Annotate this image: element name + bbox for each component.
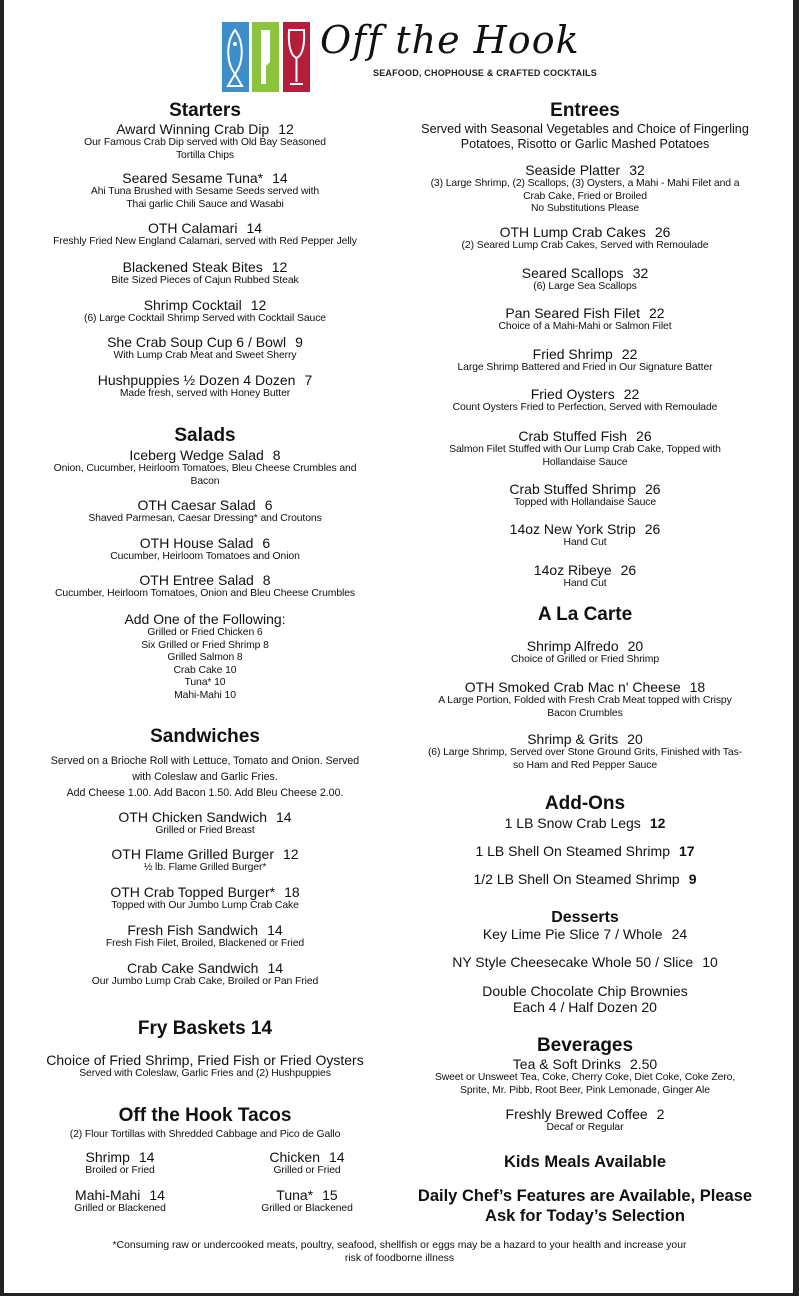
item-name: Tuna* xyxy=(276,1187,314,1203)
item-name-line xyxy=(0,297,415,313)
item-description: Grilled or Fried xyxy=(273,1165,341,1176)
item-name: 1/2 LB Shell On Steamed Shrimp xyxy=(473,871,680,887)
item-description: Grilled or Blackened xyxy=(74,1203,166,1214)
item-name: Seaside Platter xyxy=(525,162,621,178)
menu-item-1-lb-shell-on-steamed-shrimp xyxy=(375,843,795,859)
item-name-line xyxy=(375,954,795,970)
section-intro-line: Add Cheese 1.00. Add Bacon 1.50. Add Bleu Cheese 2.00. xyxy=(66,787,344,799)
item-price: 22 xyxy=(623,386,640,402)
item-description: (3) Large Shrimp, (2) Scallops, (3) Oysters, a Mahi - Mahi Filet and a xyxy=(430,178,740,189)
item-description: (6) Large Cocktail Shrimp Served with Cocktail Sauce xyxy=(84,313,326,324)
section-intro xyxy=(0,1129,415,1142)
item-name-line xyxy=(0,611,415,627)
item-name: Award Winning Crab Dip xyxy=(116,121,270,137)
item-name: Shrimp & Grits xyxy=(527,731,619,747)
menu-item-shrimp-grits xyxy=(375,731,795,772)
item-description: No Substitutions Please xyxy=(530,203,640,215)
item-price: 14 xyxy=(329,1149,345,1165)
item-description: Sprite, Mr. Pibb, Root Beer, Pink Lemonade, Ginger Ale xyxy=(460,1084,710,1096)
item-name-line xyxy=(375,346,795,362)
item-name-line xyxy=(0,220,415,236)
item-name: Add One of the Following: xyxy=(124,611,286,627)
menu-item-oth-caesar-salad xyxy=(0,497,415,526)
item-price: 9 xyxy=(295,334,303,350)
item-name: OTH Entree Salad xyxy=(139,572,254,588)
menu-item-fried-shrimp xyxy=(375,346,795,375)
item-price: 22 xyxy=(649,305,665,321)
item-price: 20 xyxy=(627,731,643,747)
menu-item-tea-soft-drinks xyxy=(375,1056,795,1097)
item-price: 12 xyxy=(271,259,288,275)
item-price: 2 xyxy=(656,1106,665,1122)
menu-item-crab-cake-sandwich xyxy=(0,960,415,989)
item-name-line xyxy=(375,224,795,240)
item-description: Hollandaise Sauce xyxy=(542,456,628,468)
item-name-line xyxy=(375,871,795,887)
item-name-line xyxy=(375,815,795,831)
menu-item-oth-smoked-crab-mac-n-cheese xyxy=(375,679,795,720)
item-description: Our Jumbo Lump Crab Cake, Broiled or Pan Fried xyxy=(91,976,319,987)
item-price: 32 xyxy=(629,162,645,178)
menu-item-14oz-new-york-strip xyxy=(375,521,795,550)
daily-features-notice xyxy=(375,1186,795,1226)
item-description: (6) Large Shrimp, Served over Stone Ground Grits, Finished with Tas- xyxy=(427,747,743,758)
item-name: Fried Shrimp xyxy=(532,346,613,362)
item-name: Hushpuppies ½ Dozen 4 Dozen xyxy=(97,372,296,388)
item-price: 14 xyxy=(149,1187,165,1203)
item-name-line xyxy=(375,1056,795,1072)
menu-item-crab-stuffed-shrimp xyxy=(375,481,795,510)
item-description: Grilled Salmon 8 xyxy=(167,652,243,664)
item-price: 26 xyxy=(645,481,661,497)
menu-item-fried-oysters xyxy=(375,386,795,415)
section-heading-off-the-hook-tacos: Off the Hook Tacos xyxy=(118,1105,292,1126)
item-price: 24 xyxy=(671,926,688,942)
item-name: Iceberg Wedge Salad xyxy=(129,447,264,463)
menu-item-1-2-lb-shell-on-steamed-shrimp xyxy=(375,871,795,887)
item-description: Cucumber, Heirloom Tomatoes and Onion xyxy=(110,551,300,562)
item-price: 12 xyxy=(278,121,294,137)
menu-item-oth-crab-topped-burger xyxy=(0,884,415,913)
item-description: Large Shrimp Battered and Fried in Our Signature Batter xyxy=(457,362,713,373)
item-description: Mahi-Mahi 10 xyxy=(174,689,236,701)
item-price: 7 xyxy=(304,372,313,388)
item-name-line xyxy=(375,983,795,999)
item-price: 26 xyxy=(620,562,637,578)
item-description: Hand Cut xyxy=(563,537,607,548)
item-description: Onion, Cucumber, Heirloom Tomatoes, Bleu Cheese Crumbles and xyxy=(53,463,357,474)
item-description: Grilled or Blackened xyxy=(261,1203,353,1214)
menu-item-she-crab-soup-cup-6-bowl xyxy=(0,334,415,363)
item-name: Crab Stuffed Fish xyxy=(518,428,628,444)
item-description: Bite Sized Pieces of Cajun Rubbed Steak xyxy=(111,275,299,286)
section-heading-fry-baskets-14: Fry Baskets 14 xyxy=(137,1018,273,1039)
item-price: 12 xyxy=(283,846,299,862)
item-price: 10 xyxy=(702,954,718,970)
item-description: Freshly Fried New England Calamari, served with Red Pepper Jelly xyxy=(53,236,357,247)
section-heading-beverages: Beverages xyxy=(536,1035,634,1056)
item-description: Topped with Hollandaise Sauce xyxy=(513,497,657,508)
menu-item-oth-house-salad xyxy=(0,535,415,564)
item-name-line xyxy=(0,1052,415,1068)
menu-item-shrimp-alfredo xyxy=(375,638,795,667)
item-name: 14oz Ribeye xyxy=(533,562,612,578)
item-description: Fresh Fish Filet, Broiled, Blackened or Fried xyxy=(105,938,305,949)
item-price: 14 xyxy=(272,170,288,186)
item-name: 1 LB Shell On Steamed Shrimp xyxy=(475,843,670,859)
item-price: 8 xyxy=(262,572,271,588)
section-heading-desserts: Desserts xyxy=(551,909,619,926)
item-name-line xyxy=(0,884,415,900)
item-name: 1 LB Snow Crab Legs xyxy=(504,815,641,831)
knife-icon xyxy=(252,22,279,92)
item-name: Pan Seared Fish Filet xyxy=(505,305,641,321)
item-name-line xyxy=(0,960,415,976)
item-price: 26 xyxy=(654,224,671,240)
item-description: Served with Coleslaw, Garlic Fries and (2) Hushpuppies xyxy=(79,1068,331,1079)
menu-item-fresh-fish-sandwich xyxy=(0,922,415,951)
item-name: Freshly Brewed Coffee xyxy=(505,1106,648,1122)
item-description: Bacon Crumbles xyxy=(547,707,623,719)
item-name-line xyxy=(0,809,415,825)
menu-item-iceberg-wedge-salad xyxy=(0,447,415,488)
disclaimer-line: risk of foodborne illness xyxy=(344,1252,455,1264)
item-name-line xyxy=(375,428,795,444)
item-price: 6 xyxy=(262,535,271,551)
item-name: Shrimp Alfredo xyxy=(526,638,619,654)
item-description: (2) Seared Lump Crab Cakes, Served with Remoulade xyxy=(461,240,709,251)
item-price: 18 xyxy=(689,679,706,695)
item-description: Salmon Filet Stuffed with Our Lump Crab Cake, Topped with xyxy=(449,444,721,455)
item-name: Mahi-Mahi xyxy=(75,1187,141,1203)
item-price: 2.50 xyxy=(629,1056,658,1072)
item-name-line xyxy=(375,265,795,281)
item-description: ½ lb. Flame Grilled Burger* xyxy=(143,862,267,873)
item-name: Blackened Steak Bites xyxy=(122,259,263,275)
item-name-line xyxy=(375,162,795,178)
disclaimer-line: *Consuming raw or undercooked meats, poultry, seafood, shellfish or eggs may be a hazard to your health and increase your xyxy=(112,1240,687,1251)
menu-item-14oz-ribeye xyxy=(375,562,795,591)
item-price: 8 xyxy=(272,447,281,463)
section-heading-a-la-carte: A La Carte xyxy=(537,604,633,625)
item-description: Topped with Our Jumbo Lump Crab Cake xyxy=(111,900,299,911)
item-name-line xyxy=(0,121,415,137)
item-name: OTH Crab Topped Burger* xyxy=(110,884,276,900)
item-name: NY Style Cheesecake Whole 50 / Slice xyxy=(452,954,694,970)
section-heading-entrees: Entrees xyxy=(550,100,620,121)
item-name-line xyxy=(375,305,795,321)
logo-tagline: SEAFOOD, CHOPHOUSE & CRAFTED COCKTAILS xyxy=(373,68,597,78)
item-name: OTH Chicken Sandwich xyxy=(118,809,268,825)
section-intro-line: Potatoes, Risotto or Garlic Mashed Potatoes xyxy=(460,137,710,151)
item-name-line xyxy=(0,572,415,588)
menu-item-ny-style-cheesecake-whole-50-slice xyxy=(375,954,795,970)
item-name: Key Lime Pie Slice 7 / Whole xyxy=(482,926,663,942)
item-description: Shaved Parmesan, Caesar Dressing* and Croutons xyxy=(88,513,322,524)
menu-item-shrimp-cocktail xyxy=(0,297,415,326)
menu-item-key-lime-pie-slice-7-whole xyxy=(375,926,795,942)
section-heading-starters: Starters xyxy=(169,100,241,121)
item-name-line xyxy=(375,521,795,537)
menu-item-hushpuppies-dozen-4-dozen xyxy=(0,372,415,401)
fish-icon xyxy=(222,22,249,92)
section-intro xyxy=(0,753,415,801)
item-name: Fresh Fish Sandwich xyxy=(127,922,259,938)
section-intro-line: (2) Flour Tortillas with Shredded Cabbage and Pico de Gallo xyxy=(69,1129,341,1140)
item-price: 26 xyxy=(644,521,661,537)
item-price: 14 xyxy=(246,220,263,236)
item-name: Crab Cake Sandwich xyxy=(126,960,259,976)
item-description: Grilled or Fried Chicken 6 xyxy=(147,627,263,638)
item-price: 26 xyxy=(636,428,652,444)
item-name-line xyxy=(0,259,415,275)
item-name: Double Chocolate Chip Brownies xyxy=(482,983,688,999)
item-description: Grilled or Fried Breast xyxy=(155,825,255,836)
menu-item-oth-chicken-sandwich xyxy=(0,809,415,838)
menu-item-pan-seared-fish-filet xyxy=(375,305,795,334)
item-price: 9 xyxy=(688,871,697,887)
item-price: 22 xyxy=(621,346,638,362)
item-description: Our Famous Crab Dip served with Old Bay Seasoned xyxy=(84,137,326,148)
item-price: 17 xyxy=(678,843,695,859)
item-description: A Large Portion, Folded with Fresh Crab Meat topped with Crispy xyxy=(438,695,732,706)
item-name: OTH Flame Grilled Burger xyxy=(111,846,274,862)
item-description: (6) Large Sea Scallops xyxy=(533,281,637,292)
item-description: Choice of a Mahi-Mahi or Salmon Filet xyxy=(498,321,672,332)
item-subline: Each 4 / Half Dozen 20 xyxy=(513,999,657,1015)
item-name-line xyxy=(375,562,795,578)
item-name-line xyxy=(0,922,415,938)
item-name: OTH Lump Crab Cakes xyxy=(499,224,646,240)
item-name: OTH House Salad xyxy=(139,535,254,551)
menu-item-oth-entree-salad xyxy=(0,572,415,601)
item-price: 14 xyxy=(276,809,292,825)
item-name: 14oz New York Strip xyxy=(509,521,636,537)
section-intro-line: Served with Seasonal Vegetables and Choice of Fingerling xyxy=(421,122,749,136)
item-description: Ahi Tuna Brushed with Sesame Seeds served with xyxy=(90,186,320,197)
item-name-line xyxy=(375,679,795,695)
item-name-line xyxy=(0,170,415,186)
wine-glass-icon xyxy=(283,22,310,92)
menu-item-blackened-steak-bites xyxy=(0,259,415,288)
item-description: so Ham and Red Pepper Sauce xyxy=(512,759,657,771)
item-description: Crab Cake, Fried or Broiled xyxy=(523,190,647,202)
section-heading-salads: Salads xyxy=(174,425,236,446)
logo-wordmark: Off the Hook xyxy=(320,18,580,62)
item-price: 14 xyxy=(267,960,284,976)
menu-item-double-chocolate-chip-brownies xyxy=(375,983,795,1015)
section-heading-add-ons: Add-Ons xyxy=(544,793,626,814)
item-name: Crab Stuffed Shrimp xyxy=(509,481,636,497)
item-description: Thai garlic Chili Sauce and Wasabi xyxy=(126,198,284,210)
section-intro-line: with Coleslaw and Garlic Fries. xyxy=(132,771,278,783)
item-name: Shrimp xyxy=(85,1149,130,1165)
item-description: Six Grilled or Fried Shrimp 8 xyxy=(141,639,269,651)
menu-item-freshly-brewed-coffee xyxy=(375,1106,795,1135)
item-name: Choice of Fried Shrimp, Fried Fish or Fried Oysters xyxy=(46,1052,364,1068)
item-price: 32 xyxy=(632,265,649,281)
item-description: Crab Cake 10 xyxy=(173,664,237,676)
item-name: OTH Smoked Crab Mac n' Cheese xyxy=(464,679,681,695)
item-name-line xyxy=(375,926,795,942)
item-description: Sweet or Unsweet Tea, Coke, Cherry Coke, Diet Coke, Coke Zero, xyxy=(434,1072,736,1083)
kids-meals-notice: Kids Meals Available xyxy=(503,1153,666,1171)
item-name: Seared Sesame Tuna* xyxy=(122,170,264,186)
item-description: Hand Cut xyxy=(563,578,607,589)
menu-item-crab-stuffed-fish xyxy=(375,428,795,469)
item-price: 15 xyxy=(322,1187,338,1203)
item-name-line xyxy=(375,638,795,654)
item-name: Tea & Soft Drinks xyxy=(512,1056,621,1072)
menu-item-award-winning-crab-dip xyxy=(0,121,415,162)
item-name: She Crab Soup Cup 6 / Bowl xyxy=(107,334,287,350)
item-name-line xyxy=(375,481,795,497)
item-price: 12 xyxy=(649,815,666,831)
menu-item-seared-scallops xyxy=(375,265,795,294)
menu-item-oth-calamari xyxy=(0,220,415,249)
menu-item-seared-sesame-tuna xyxy=(0,170,415,211)
item-price: 12 xyxy=(250,297,267,313)
item-name-line xyxy=(375,731,795,747)
menu-item-choice-of-fried-shrimp-fried-fish-or-fried-oysters xyxy=(0,1052,415,1081)
item-name-line xyxy=(0,497,415,513)
menu-item-oth-lump-crab-cakes xyxy=(375,224,795,253)
item-name: OTH Calamari xyxy=(147,220,238,236)
item-description: With Lump Crab Meat and Sweet Sherry xyxy=(113,350,297,361)
section-intro-line: Served on a Brioche Roll with Lettuce, Tomato and Onion. Served xyxy=(50,755,360,767)
item-price: 20 xyxy=(627,638,644,654)
menu-item-1-lb-snow-crab-legs xyxy=(375,815,795,831)
item-name-line xyxy=(0,334,415,350)
item-name-line xyxy=(0,846,415,862)
item-description: Tuna* 10 xyxy=(184,677,226,689)
section-heading-sandwiches: Sandwiches xyxy=(150,726,260,747)
item-name-line xyxy=(0,535,415,551)
item-name: OTH Caesar Salad xyxy=(137,497,256,513)
item-name: Chicken xyxy=(269,1149,320,1165)
item-name: Seared Scallops xyxy=(521,265,624,281)
health-disclaimer xyxy=(0,1240,799,1265)
daily-features-line: Daily Chef’s Features are Available, Please xyxy=(417,1187,753,1205)
item-description: Count Oysters Fried to Perfection, Served with Remoulade xyxy=(452,402,718,413)
menu-item-oth-flame-grilled-burger xyxy=(0,846,415,875)
item-description: Tortilla Chips xyxy=(175,149,235,161)
item-name-line xyxy=(0,372,415,388)
daily-features-line: Ask for Today’s Selection xyxy=(485,1207,685,1225)
item-price: 6 xyxy=(264,497,273,513)
item-name-line xyxy=(375,386,795,402)
item-price: 14 xyxy=(138,1149,155,1165)
item-name-line xyxy=(375,843,795,859)
item-description: Broiled or Fried xyxy=(85,1165,155,1176)
item-name-line xyxy=(375,1106,795,1122)
item-name: Fried Oysters xyxy=(530,386,615,402)
item-name-line xyxy=(0,447,415,463)
item-description: Cucumber, Heirloom Tomatoes, Onion and Bleu Cheese Crumbles xyxy=(54,588,355,599)
item-description: Decaf or Regular xyxy=(546,1122,624,1133)
item-price: 18 xyxy=(284,884,300,900)
section-intro xyxy=(375,122,795,152)
item-description: Made fresh, served with Honey Butter xyxy=(119,388,291,399)
menu-item-seaside-platter xyxy=(375,162,795,216)
item-price: 14 xyxy=(267,922,283,938)
item-description: Bacon xyxy=(190,475,220,487)
menu-item-add-one-of-the-following xyxy=(0,611,415,703)
item-name: Shrimp Cocktail xyxy=(143,297,242,313)
item-description: Choice of Grilled or Fried Shrimp xyxy=(511,654,659,665)
